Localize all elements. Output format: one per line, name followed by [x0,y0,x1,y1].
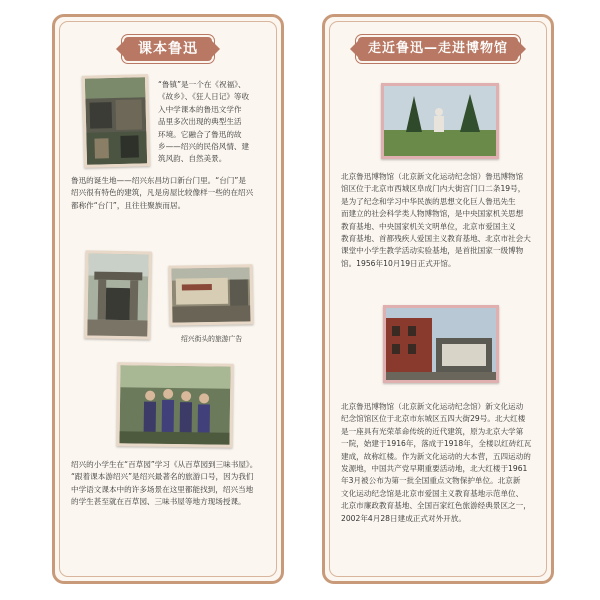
students-photo [116,362,233,448]
museum-garden-photo [381,83,499,159]
photo-caption: 绍兴街头的旅游广告 [181,335,243,343]
text-line: “鲁镇”是一个在《祝福》、 [158,80,246,89]
left-title: 课本鲁迅 [124,37,212,61]
text-line: 教育基地、首都残疾人爱国主义教育基地、北京市社会大 [341,234,531,244]
left-panel [52,14,284,584]
text-line: 教育基地、中央国家机关文明单位，北京市爱国主义 [341,221,516,231]
paragraph-birthplace [71,175,277,212]
text-line: 乡——绍兴的民俗风情、建 [158,142,250,152]
text-line: 鲁迅的诞生地——绍兴东昌坊口新台门里。“台门”是 [71,176,246,185]
text-line: 2002年4月28日建成正式对外开放。 [341,513,466,523]
text-line: 课堂中小学生教学活动实验基地，是首批国家一级博物 [341,246,524,256]
text-line: 中学语文课本中的许多场景在这里都能找到，绍兴当地 [71,484,254,494]
text-line: 都称作“台门”，且往往聚族而居。 [71,200,186,210]
taimen-gate-photo [84,250,152,339]
text-line: 《故乡》、《狂人日记》等收 [158,92,250,102]
intro-text [158,79,276,166]
paragraph-students [71,459,277,509]
text-line: 是一座具有光荣革命传统的近代建筑，原为北京大学第 [341,426,524,436]
text-line: 纪念馆馆区位于北京市东城区五四大街29号。北大红楼 [341,414,526,424]
text-line: 筑风韵、自然美景。 [158,154,227,164]
text-line: 文化运动纪念馆是北京市爱国主义教育基地示范单位、 [341,488,524,498]
text-line: 品里多次出现的典型生活 [158,117,242,127]
text-line: 是为了纪念和学习中华民族的思想文化巨人鲁迅先生 [341,196,516,206]
text-line: 北京鲁迅博物馆（北京新文化运动纪念馆）鲁迅博物馆 [341,172,524,181]
text-line: 馆。1956年10月19日正式开馆。 [341,258,456,268]
paragraph-red-building [341,401,547,525]
text-line: 一院，始建于1916年，落成于1918年，全楼以红砖红瓦 [341,439,532,449]
paragraph-museum [341,171,547,270]
text-line: 北京市廉政教育基地、全国百家红色旅游经典景区之一， [341,501,531,511]
text-line: 年3月被公布为第一批全国重点文物保护单位。北京新 [341,476,521,486]
text-line: 绍兴的小学生在“百草园”学习《从百草园到三味书屋》。 [71,460,258,469]
street-ad-photo [168,264,253,325]
text-line: 入中学课本的鲁迅文学作 [158,104,242,114]
text-line: “跟着课本游绍兴”是绍兴最著名的旅游口号，因为我们 [71,472,254,482]
red-building-photo [383,305,499,383]
text-line: 而建立的社会科学类人物博物馆，是中央国家机关思想 [341,209,524,219]
right-title: 走近鲁迅—走进博物馆 [358,37,518,61]
text-line: 发源地，中国共产党早期重要活动地，北大红楼于1961 [341,464,528,474]
right-panel [322,14,554,584]
text-line: 建成，故称红楼。作为新文化运动的大本营，五四运动的 [341,451,531,461]
text-line: 环境。它融合了鲁迅的故 [158,129,242,139]
text-line: 北京鲁迅博物馆（北京新文化运动纪念馆）新文化运动 [341,402,524,411]
text-line: 的学生甚至就在百草园、三味书屋等地方现场授课。 [71,497,246,507]
luzhen-photo [82,74,150,168]
text-line: 馆区位于北京市西城区阜成门内大街宫门口二条19号， [341,184,526,194]
text-line: 绍兴很有特色的建筑，凡是房屋比较像样一些的在绍兴 [71,188,254,198]
